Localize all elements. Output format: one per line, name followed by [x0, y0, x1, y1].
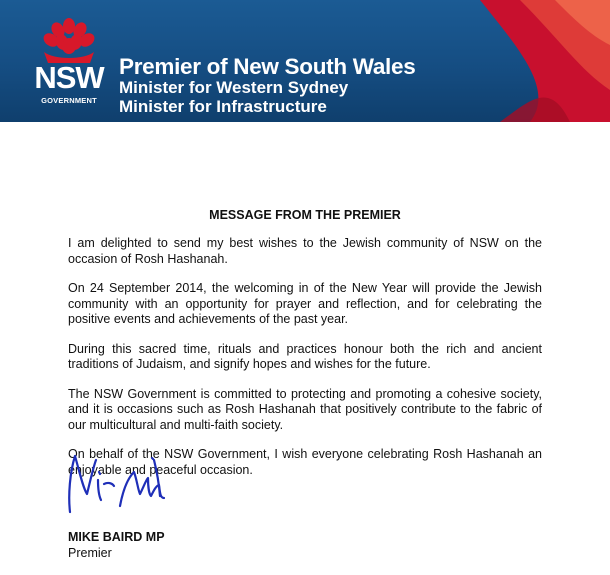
letter-paragraph: I am delighted to send my best wishes to the Jewish community of NSW on the occasion of Rosh Hashanah.	[68, 236, 542, 266]
banner-title: Premier of New South Wales	[119, 54, 416, 79]
letter-paragraph: On 24 September 2014, the welcoming in of the New Year will provide the Jewish community with an opportunity for prayer and reflection, and for celebrating the positive events and achievements of the past year.	[68, 281, 542, 326]
logo-text: NSW	[34, 60, 104, 95]
banner-subtitle-infrastructure: Minister for Infrastructure	[119, 97, 327, 116]
handwritten-signature	[56, 450, 186, 520]
letter-paragraph: During this sacred time, rituals and practices honour both the rich and ancient traditions of Judaism, and signify hopes and wishes for the future.	[68, 341, 542, 371]
signer-role: Premier	[68, 546, 112, 560]
banner-subtitle-western-sydney: Minister for Western Sydney	[119, 78, 349, 97]
letter-paragraph: The NSW Government is committed to protecting and promoting a cohesive society, and it is occasions such as Rosh Hashanah that positively contribute to the fabric of our multicultural and multi-faith society.	[68, 386, 542, 432]
banner-decoration	[460, 0, 610, 122]
header-banner	[0, 0, 610, 122]
logo-subtext: GOVERNMENT	[41, 96, 97, 105]
letter-heading: MESSAGE FROM THE PREMIER	[209, 208, 401, 222]
waratah-icon	[40, 16, 98, 64]
nsw-government-logo	[34, 16, 104, 112]
letter-paragraph: On behalf of the NSW Government, I wish everyone celebrating Rosh Hashanah an enjoyable and peaceful occasion.	[68, 447, 542, 477]
signer-name: MIKE BAIRD MP	[68, 530, 165, 544]
